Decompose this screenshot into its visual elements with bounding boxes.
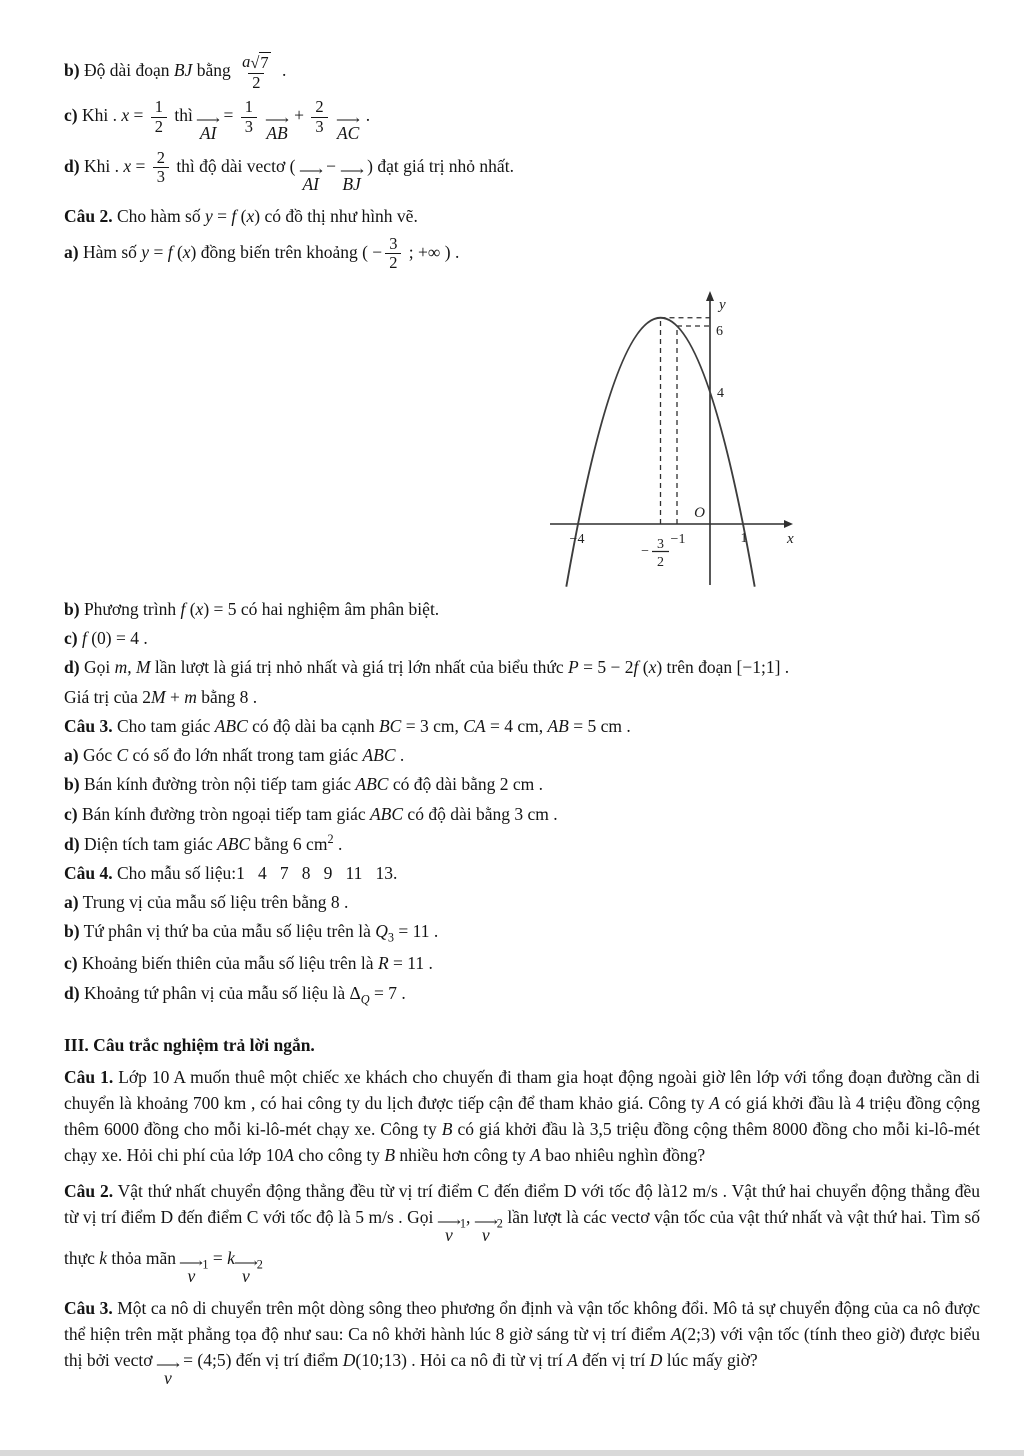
y-tick-6: 6 bbox=[716, 323, 723, 339]
y-axis-arrow bbox=[706, 291, 714, 301]
origin-label: O bbox=[694, 504, 705, 521]
y-axis-label: y bbox=[719, 296, 726, 313]
fraction-denominator: 2 bbox=[657, 554, 664, 570]
x-tick-minus4: −4 bbox=[569, 531, 585, 547]
q3-item-c: c) Bán kính đường tròn ngoại tiếp tam giác ABC có độ dài bằng 3 cm . bbox=[64, 803, 558, 824]
page-edge-shadow bbox=[0, 1450, 1024, 1456]
vector-expression: ⟶ v bbox=[473, 1214, 498, 1245]
q4-header: Câu 4. Cho mẫu số liệu:1 4 7 8 9 11 13. bbox=[64, 862, 398, 883]
q3-header: Câu 3. Cho tam giác ABC có độ dài ba cạnh BC = 3 cm, CA = 4 cm, AB = 5 cm . bbox=[64, 715, 631, 736]
q1-item-b: b) Độ dài đoạn BJ bằng a √ 7 2 . bbox=[64, 52, 287, 92]
q2-item-d-continued: Giá trị của 2M + m bằng 8 . bbox=[64, 686, 258, 707]
q4-item-a: a) Trung vị của mẫu số liệu trên bằng 8 . bbox=[64, 892, 349, 913]
vector-expression: ⟶ AI bbox=[298, 163, 323, 194]
y-tick-4: 4 bbox=[717, 385, 724, 401]
vector-expression: ⟶ v bbox=[179, 1255, 204, 1286]
q2-header: Câu 2. Cho hàm số y = f (x) có đồ thị như hình vẽ. bbox=[64, 205, 418, 226]
vector-expression: ⟶ v bbox=[233, 1255, 258, 1286]
fraction-expression: $\frac{3}{2}$ bbox=[385, 235, 401, 273]
vector-expression: ⟶ v bbox=[155, 1358, 180, 1389]
fraction-minus-sign: − bbox=[641, 543, 649, 559]
q3-item-d: d) Diện tích tam giác ABC bằng 6 $cm^2$ . bbox=[64, 831, 343, 854]
vector-expression: ⟶ AC bbox=[336, 113, 361, 144]
q4-item-d: d) Khoảng tứ phân vị của mẫu số liệu là $\Delta_Q = 7$ . bbox=[64, 982, 406, 1007]
q4-item-b: b) Tứ phân vị thứ ba của mẫu số liệu trên là $Q_3 = 11$ . bbox=[64, 921, 439, 945]
vector-expression: ⟶ BJ bbox=[339, 163, 364, 194]
vector-expression: ⟶ v bbox=[436, 1214, 461, 1245]
x-tick-minus-three-halves bbox=[641, 537, 669, 570]
fraction-expression: a √ 7 2 bbox=[242, 52, 269, 92]
fraction-expression: $\frac{2}{3}$ bbox=[311, 98, 327, 136]
fraction-numerator: 3 bbox=[657, 536, 664, 552]
x-axis-arrow bbox=[784, 520, 793, 528]
q3-item-b: b) Bán kính đường tròn nội tiếp tam giác ABC có độ dài bằng 2 cm . bbox=[64, 774, 544, 795]
q2-item-a: a) Hàm số y = f (x) đồng biến trên khoảng ( − $\frac{3}{2}$ ; +∞ ) . bbox=[64, 234, 460, 273]
section-iii-heading: III. Câu trắc nghiệm trả lời ngắn. bbox=[64, 1035, 315, 1056]
function-graph-figure bbox=[500, 279, 802, 593]
x-axis-label: x bbox=[787, 530, 794, 547]
vector-expression: ⟶ AB bbox=[264, 113, 290, 144]
sqrt-expression: √ 7 bbox=[250, 53, 269, 72]
vector-expression: ⟶ AI bbox=[196, 113, 221, 144]
q3-item-a: a) Góc C có số đo lớn nhất trong tam giác ABC . bbox=[64, 745, 405, 766]
section3-question-3: Câu 3. Một ca nô di chuyển trên một dòng sông theo phương ổn định và vận tốc không đổi. Mô tả sự chuyển động của ca nô được thể hiện trên mặt phẳng tọa độ như sau: Ca nô khởi hành lúc 8 giờ sáng từ vị trí điểm A(2;3) với vận tốc (tính theo giờ) được biểu thị bởi vectơ ⟶ v = (4;5) đến vị trí điểm D(10;13) . Hỏi ca nô đi từ vị trí A đến vị trí D lúc mấy giờ? bbox=[64, 1297, 980, 1389]
q2-item-d: d) Gọi m, M lần lượt là giá trị nhỏ nhất và giá trị lớn nhất của biểu thức P = 5 − 2f (x) trên đoạn [−1;1] . bbox=[64, 657, 790, 678]
section3-question-1: Câu 1. Lớp 10 A muốn thuê một chiếc xe khách cho chuyến đi tham gia hoạt động ngoài giờ lên lớp với tổng đoạn đường cần di chuyển là khoảng 700 km , có hai công ty du lịch được tiếp cận để tham khảo giá. Công ty A có giá khởi đầu là 4 triệu đồng cộng thêm 6000 đồng cho mỗi ki-lô-mét chạy xe. Công ty B có giá khởi đầu là 3,5 triệu đồng cộng thêm 8000 đồng cho mỗi ki-lô-mét chạy xe. Hỏi chi phí của lớp 10A cho công ty B nhiều hơn công ty A bao nhiêu nghìn đồng? bbox=[64, 1066, 980, 1166]
x-tick-minus1: −1 bbox=[670, 531, 686, 547]
fraction-expression: $\frac{1}{3}$ bbox=[241, 98, 257, 136]
q2-item-c: c) f (0) = 4 . bbox=[64, 628, 148, 649]
q1-item-d: d) Khi . x = $\frac{2}{3}$ thì độ dài vectơ ( ⟶ AI − ⟶ BJ ) đạt giá trị nhỏ nhất. bbox=[64, 147, 514, 194]
q1-item-c: c) Khi . x = $\frac{1}{2}$ thì ⟶ AI = $\frac{1}{3}$ ⟶ AB + $\frac{2}{3}$ ⟶ AC . bbox=[64, 97, 371, 144]
x-tick-1: 1 bbox=[740, 530, 748, 546]
fraction-expression: $\frac{2}{3}$ bbox=[153, 149, 169, 187]
q4-item-c: c) Khoảng biến thiên của mẫu số liệu trên là R = 11 . bbox=[64, 953, 433, 974]
parabola-plot bbox=[500, 279, 802, 593]
section3-question-2: Câu 2. Vật thứ nhất chuyển động thẳng đều từ vị trí điểm C đến điểm D với tốc độ là12 m/s . Vật thứ hai chuyển động thẳng đều từ vị trí điểm D đến điểm C với tốc độ là 5 m/s . Gọi ⟶ v $_1$, ⟶ v $_2$ lần lượt là các vectơ vận tốc của vật thứ nhất và vật thứ hai. Tìm số thực k thỏa mãn ⟶ v $_1$ = k ⟶ v $_2$ bbox=[64, 1180, 981, 1286]
fraction-expression: $\frac{1}{2}$ bbox=[151, 98, 167, 136]
q2-item-b: b) Phương trình f (x) = 5 có hai nghiệm âm phân biệt. bbox=[64, 598, 440, 619]
